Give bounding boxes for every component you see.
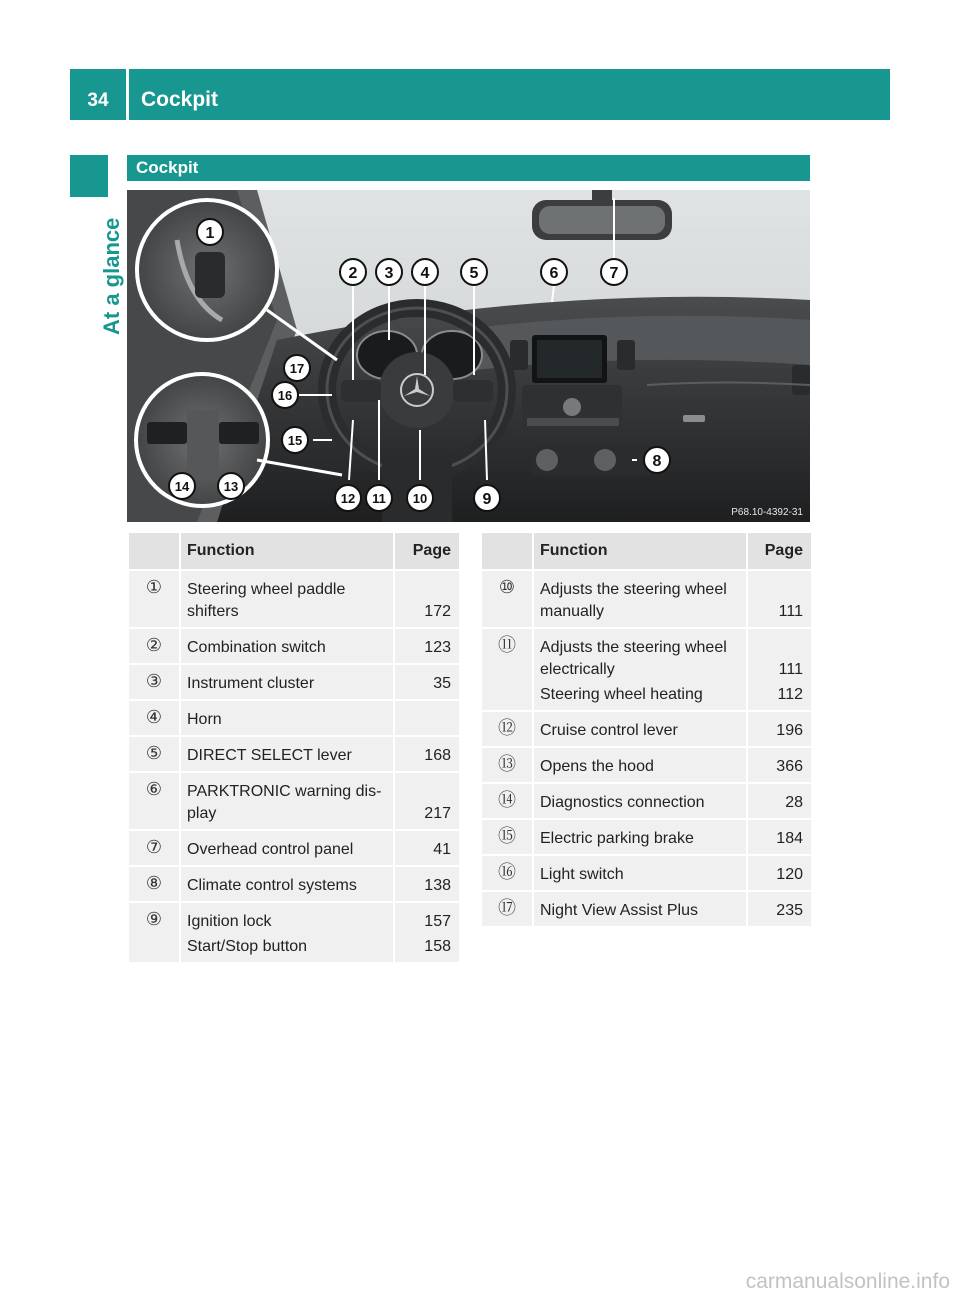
callout-number: ⑰ xyxy=(481,891,533,927)
callout-number: ⑥ xyxy=(128,772,180,830)
table-row xyxy=(128,772,460,830)
table-row xyxy=(128,664,460,700)
page-ref[interactable]: 157 xyxy=(424,913,451,930)
page-cell xyxy=(394,700,460,736)
table-row xyxy=(128,902,460,963)
function-cell xyxy=(533,891,747,927)
callout-17 xyxy=(284,355,310,381)
svg-text:7: 7 xyxy=(609,265,619,282)
page-ref[interactable]: 111 xyxy=(778,603,803,620)
svg-text:4: 4 xyxy=(420,265,430,282)
callout-number: ⑬ xyxy=(481,747,533,783)
callout-number: ⑮ xyxy=(481,819,533,855)
page-cell xyxy=(394,902,460,963)
page-cell xyxy=(394,736,460,772)
callout-number: ⑤ xyxy=(128,736,180,772)
function-text: Adjusts the steering wheel electrically xyxy=(540,639,727,678)
page-ref[interactable]: 158 xyxy=(424,938,451,955)
function-cell xyxy=(180,902,394,963)
function-text: PARKTRONIC warning dis- play xyxy=(187,783,382,822)
page-ref[interactable]: 184 xyxy=(776,830,803,847)
page-ref[interactable]: 235 xyxy=(776,902,803,919)
svg-text:6: 6 xyxy=(549,265,559,282)
page-ref[interactable]: 28 xyxy=(785,794,803,811)
page-ref[interactable] xyxy=(401,709,451,731)
page-ref[interactable]: 217 xyxy=(424,805,451,822)
function-text: Night View Assist Plus xyxy=(540,902,698,919)
function-text: Ignition lock xyxy=(187,913,272,930)
page-ref[interactable]: 120 xyxy=(776,866,803,883)
function-text: Electric parking brake xyxy=(540,830,694,847)
page-ref[interactable]: 123 xyxy=(424,639,451,656)
callout-number: ⑪ xyxy=(481,628,533,711)
table-row xyxy=(481,891,812,927)
svg-text:16: 16 xyxy=(277,388,293,403)
page-ref[interactable]: 112 xyxy=(777,686,803,703)
watermark: carmanualsonline.info xyxy=(745,1270,950,1293)
function-text: Steering wheel heating xyxy=(540,686,703,703)
page-cell xyxy=(394,628,460,664)
header-page: Page xyxy=(747,532,812,570)
table-row xyxy=(128,700,460,736)
function-cell xyxy=(533,570,747,628)
function-cell xyxy=(180,570,394,628)
page-cell xyxy=(394,772,460,830)
function-text: Adjusts the steering wheel manually xyxy=(540,581,727,620)
callout-4 xyxy=(412,259,438,285)
function-text: Diagnostics connection xyxy=(540,794,705,811)
callout-16 xyxy=(272,382,298,408)
table-row xyxy=(128,830,460,866)
page-cell xyxy=(747,891,812,927)
svg-text:12: 12 xyxy=(340,491,356,506)
callout-13 xyxy=(218,473,244,499)
page-ref[interactable]: 111 xyxy=(778,661,803,678)
page-ref[interactable]: 35 xyxy=(433,675,451,692)
header-divider xyxy=(126,69,129,120)
page-ref[interactable]: 366 xyxy=(776,758,803,775)
svg-text:8: 8 xyxy=(652,453,662,470)
function-cell xyxy=(533,855,747,891)
table-row xyxy=(481,783,812,819)
table-row xyxy=(481,628,812,711)
function-cell xyxy=(533,628,747,711)
table-row xyxy=(128,570,460,628)
callout-14 xyxy=(169,473,195,499)
page-ref[interactable]: 168 xyxy=(424,747,451,764)
callout-number: ② xyxy=(128,628,180,664)
page-cell xyxy=(394,664,460,700)
function-table-right xyxy=(480,531,813,928)
table-row xyxy=(128,628,460,664)
function-text: Overhead control panel xyxy=(187,841,354,858)
page-cell xyxy=(747,783,812,819)
function-text: Steering wheel paddle shifters xyxy=(187,581,346,620)
page-cell xyxy=(747,747,812,783)
function-table-left xyxy=(127,531,461,964)
callout-2 xyxy=(340,259,366,285)
function-cell xyxy=(180,736,394,772)
callout-12 xyxy=(335,485,361,511)
callout-5 xyxy=(461,259,487,285)
table-row xyxy=(481,855,812,891)
function-cell xyxy=(180,628,394,664)
page-cell xyxy=(394,866,460,902)
function-cell xyxy=(533,783,747,819)
function-cell xyxy=(180,700,394,736)
page-cell xyxy=(747,711,812,747)
function-cell xyxy=(533,819,747,855)
page-cell xyxy=(394,570,460,628)
callout-3 xyxy=(376,259,402,285)
svg-text:9: 9 xyxy=(482,491,492,508)
function-cell xyxy=(180,772,394,830)
header-function: Function xyxy=(533,532,747,570)
page-number: 34 xyxy=(87,90,109,111)
callout-10 xyxy=(407,485,433,511)
table-row xyxy=(481,570,812,628)
function-text: Horn xyxy=(187,711,222,728)
section-title: Cockpit xyxy=(127,155,810,181)
table-row xyxy=(481,711,812,747)
callout-number: ⑨ xyxy=(128,902,180,963)
header-function: Function xyxy=(180,532,394,570)
page-ref[interactable]: 196 xyxy=(776,722,803,739)
callout-9 xyxy=(474,485,500,511)
side-tab-marker xyxy=(70,155,108,197)
page-cell xyxy=(747,628,812,711)
header-num xyxy=(128,532,180,570)
chapter-title: Cockpit xyxy=(141,88,219,111)
svg-text:17: 17 xyxy=(289,361,305,376)
callout-number: ④ xyxy=(128,700,180,736)
callout-8 xyxy=(644,447,670,473)
function-cell xyxy=(533,711,747,747)
function-text: Start/Stop button xyxy=(187,938,308,955)
page-cell xyxy=(394,830,460,866)
callout-1 xyxy=(197,219,223,245)
svg-text:15: 15 xyxy=(287,433,303,448)
side-tab-label: At a glance xyxy=(99,217,124,335)
svg-text:10: 10 xyxy=(412,491,428,506)
table-row xyxy=(128,736,460,772)
function-cell xyxy=(533,747,747,783)
function-text: Cruise control lever xyxy=(540,722,678,739)
callout-15 xyxy=(282,427,308,453)
function-text: DIRECT SELECT lever xyxy=(187,747,352,764)
function-text: Light switch xyxy=(540,866,624,883)
function-text: Climate control systems xyxy=(187,877,357,894)
page-ref[interactable]: 172 xyxy=(424,603,451,620)
svg-text:14: 14 xyxy=(174,479,190,494)
table-row xyxy=(481,819,812,855)
function-text: Instrument cluster xyxy=(187,675,315,692)
function-cell xyxy=(180,866,394,902)
function-cell xyxy=(180,664,394,700)
page-cell xyxy=(747,855,812,891)
header-page: Page xyxy=(394,532,460,570)
svg-text:3: 3 xyxy=(384,265,394,282)
svg-text:2: 2 xyxy=(348,265,358,282)
page-ref[interactable]: 138 xyxy=(424,877,451,894)
callout-number: ③ xyxy=(128,664,180,700)
callout-number: ⑦ xyxy=(128,830,180,866)
callout-7 xyxy=(601,259,627,285)
function-text: Opens the hood xyxy=(540,758,654,775)
header-num xyxy=(481,532,533,570)
svg-text:5: 5 xyxy=(469,265,479,282)
svg-text:13: 13 xyxy=(223,479,239,494)
callout-number: ⑩ xyxy=(481,570,533,628)
callout-number: ⑫ xyxy=(481,711,533,747)
page-ref[interactable]: 41 xyxy=(433,841,451,858)
table-row xyxy=(481,747,812,783)
callout-11 xyxy=(366,485,392,511)
callout-number: ⑭ xyxy=(481,783,533,819)
image-code: P68.10-4392-31 xyxy=(731,507,803,518)
callout-number: ① xyxy=(128,570,180,628)
cockpit-photo xyxy=(127,190,810,522)
svg-text:1: 1 xyxy=(205,225,215,242)
table-row xyxy=(128,866,460,902)
callout-6 xyxy=(541,259,567,285)
callout-number: ⑯ xyxy=(481,855,533,891)
function-cell xyxy=(180,830,394,866)
function-text: Combination switch xyxy=(187,639,326,656)
callout-number: ⑧ xyxy=(128,866,180,902)
page-cell xyxy=(747,570,812,628)
page-cell xyxy=(747,819,812,855)
svg-text:11: 11 xyxy=(372,491,386,506)
